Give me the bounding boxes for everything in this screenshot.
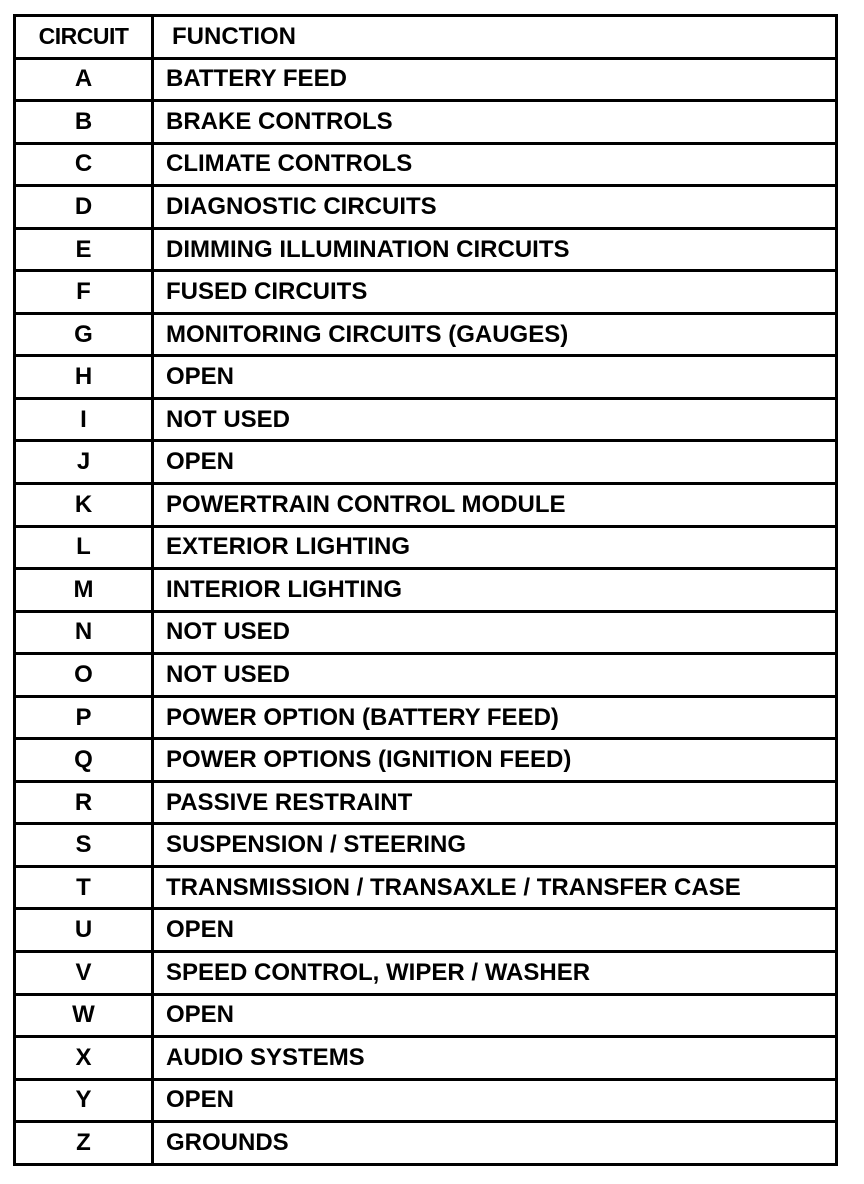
circuit-function-cell: PASSIVE RESTRAINT — [153, 781, 837, 824]
table-row — [15, 654, 837, 697]
table-row — [15, 484, 837, 527]
table-body — [15, 16, 837, 1165]
table-row — [15, 1122, 837, 1165]
table-row — [15, 58, 837, 101]
circuit-code-cell: A — [15, 58, 153, 101]
circuit-code-cell: J — [15, 441, 153, 484]
circuit-function-cell: NOT USED — [153, 654, 837, 697]
circuit-function-cell: POWER OPTION (BATTERY FEED) — [153, 696, 837, 739]
circuit-function-cell: MONITORING CIRCUITS (GAUGES) — [153, 313, 837, 356]
circuit-function-cell: NOT USED — [153, 398, 837, 441]
circuit-code-cell: R — [15, 781, 153, 824]
circuit-function-cell: DIAGNOSTIC CIRCUITS — [153, 186, 837, 229]
circuit-function-cell: SUSPENSION / STEERING — [153, 824, 837, 867]
circuit-code-cell: S — [15, 824, 153, 867]
table-row — [15, 526, 837, 569]
circuit-function-cell: POWER OPTIONS (IGNITION FEED) — [153, 739, 837, 782]
table-row — [15, 313, 837, 356]
circuit-code-cell: Y — [15, 1079, 153, 1122]
circuit-code-cell: H — [15, 356, 153, 399]
table-row — [15, 271, 837, 314]
circuit-code-cell: D — [15, 186, 153, 229]
circuit-code-cell: Z — [15, 1122, 153, 1165]
circuit-code-cell: V — [15, 952, 153, 995]
column-header-circuit: CIRCUIT — [15, 16, 153, 59]
table-row — [15, 228, 837, 271]
table-row — [15, 1037, 837, 1080]
circuit-code-cell: M — [15, 569, 153, 612]
circuit-code-cell: F — [15, 271, 153, 314]
circuit-function-cell: FUSED CIRCUITS — [153, 271, 837, 314]
circuit-code-cell: B — [15, 101, 153, 144]
circuit-function-cell: NOT USED — [153, 611, 837, 654]
circuit-function-cell: OPEN — [153, 994, 837, 1037]
circuit-function-table — [13, 14, 838, 1166]
circuit-function-cell: BRAKE CONTROLS — [153, 101, 837, 144]
circuit-code-cell: X — [15, 1037, 153, 1080]
circuit-code-cell: C — [15, 143, 153, 186]
circuit-function-cell: OPEN — [153, 441, 837, 484]
table-row — [15, 611, 837, 654]
table-row — [15, 101, 837, 144]
table-row — [15, 866, 837, 909]
circuit-function-cell: AUDIO SYSTEMS — [153, 1037, 837, 1080]
circuit-function-cell: BATTERY FEED — [153, 58, 837, 101]
circuit-code-cell: K — [15, 484, 153, 527]
table-header-row — [15, 16, 837, 59]
circuit-function-cell: SPEED CONTROL, WIPER / WASHER — [153, 952, 837, 995]
circuit-function-cell: OPEN — [153, 356, 837, 399]
circuit-function-cell: OPEN — [153, 909, 837, 952]
circuit-code-cell: L — [15, 526, 153, 569]
circuit-function-cell: DIMMING ILLUMINATION CIRCUITS — [153, 228, 837, 271]
table-row — [15, 994, 837, 1037]
circuit-code-cell: P — [15, 696, 153, 739]
circuit-code-cell: T — [15, 866, 153, 909]
table-row — [15, 398, 837, 441]
table-row — [15, 1079, 837, 1122]
circuit-function-cell: INTERIOR LIGHTING — [153, 569, 837, 612]
circuit-code-cell: O — [15, 654, 153, 697]
table-row — [15, 569, 837, 612]
circuit-code-cell: I — [15, 398, 153, 441]
table-row — [15, 696, 837, 739]
table-row — [15, 186, 837, 229]
circuit-code-cell: N — [15, 611, 153, 654]
column-header-function: FUNCTION — [153, 16, 837, 59]
circuit-code-cell: W — [15, 994, 153, 1037]
table-row — [15, 441, 837, 484]
circuit-function-cell: OPEN — [153, 1079, 837, 1122]
circuit-code-cell: G — [15, 313, 153, 356]
table-row — [15, 143, 837, 186]
table-row — [15, 909, 837, 952]
circuit-code-cell: Q — [15, 739, 153, 782]
table-row — [15, 781, 837, 824]
circuit-function-cell: GROUNDS — [153, 1122, 837, 1165]
table-row — [15, 739, 837, 782]
table-row — [15, 824, 837, 867]
circuit-function-cell: POWERTRAIN CONTROL MODULE — [153, 484, 837, 527]
circuit-function-cell: EXTERIOR LIGHTING — [153, 526, 837, 569]
table-row — [15, 952, 837, 995]
circuit-function-cell: TRANSMISSION / TRANSAXLE / TRANSFER CASE — [153, 866, 837, 909]
table-row — [15, 356, 837, 399]
circuit-code-cell: E — [15, 228, 153, 271]
circuit-function-cell: CLIMATE CONTROLS — [153, 143, 837, 186]
circuit-code-cell: U — [15, 909, 153, 952]
